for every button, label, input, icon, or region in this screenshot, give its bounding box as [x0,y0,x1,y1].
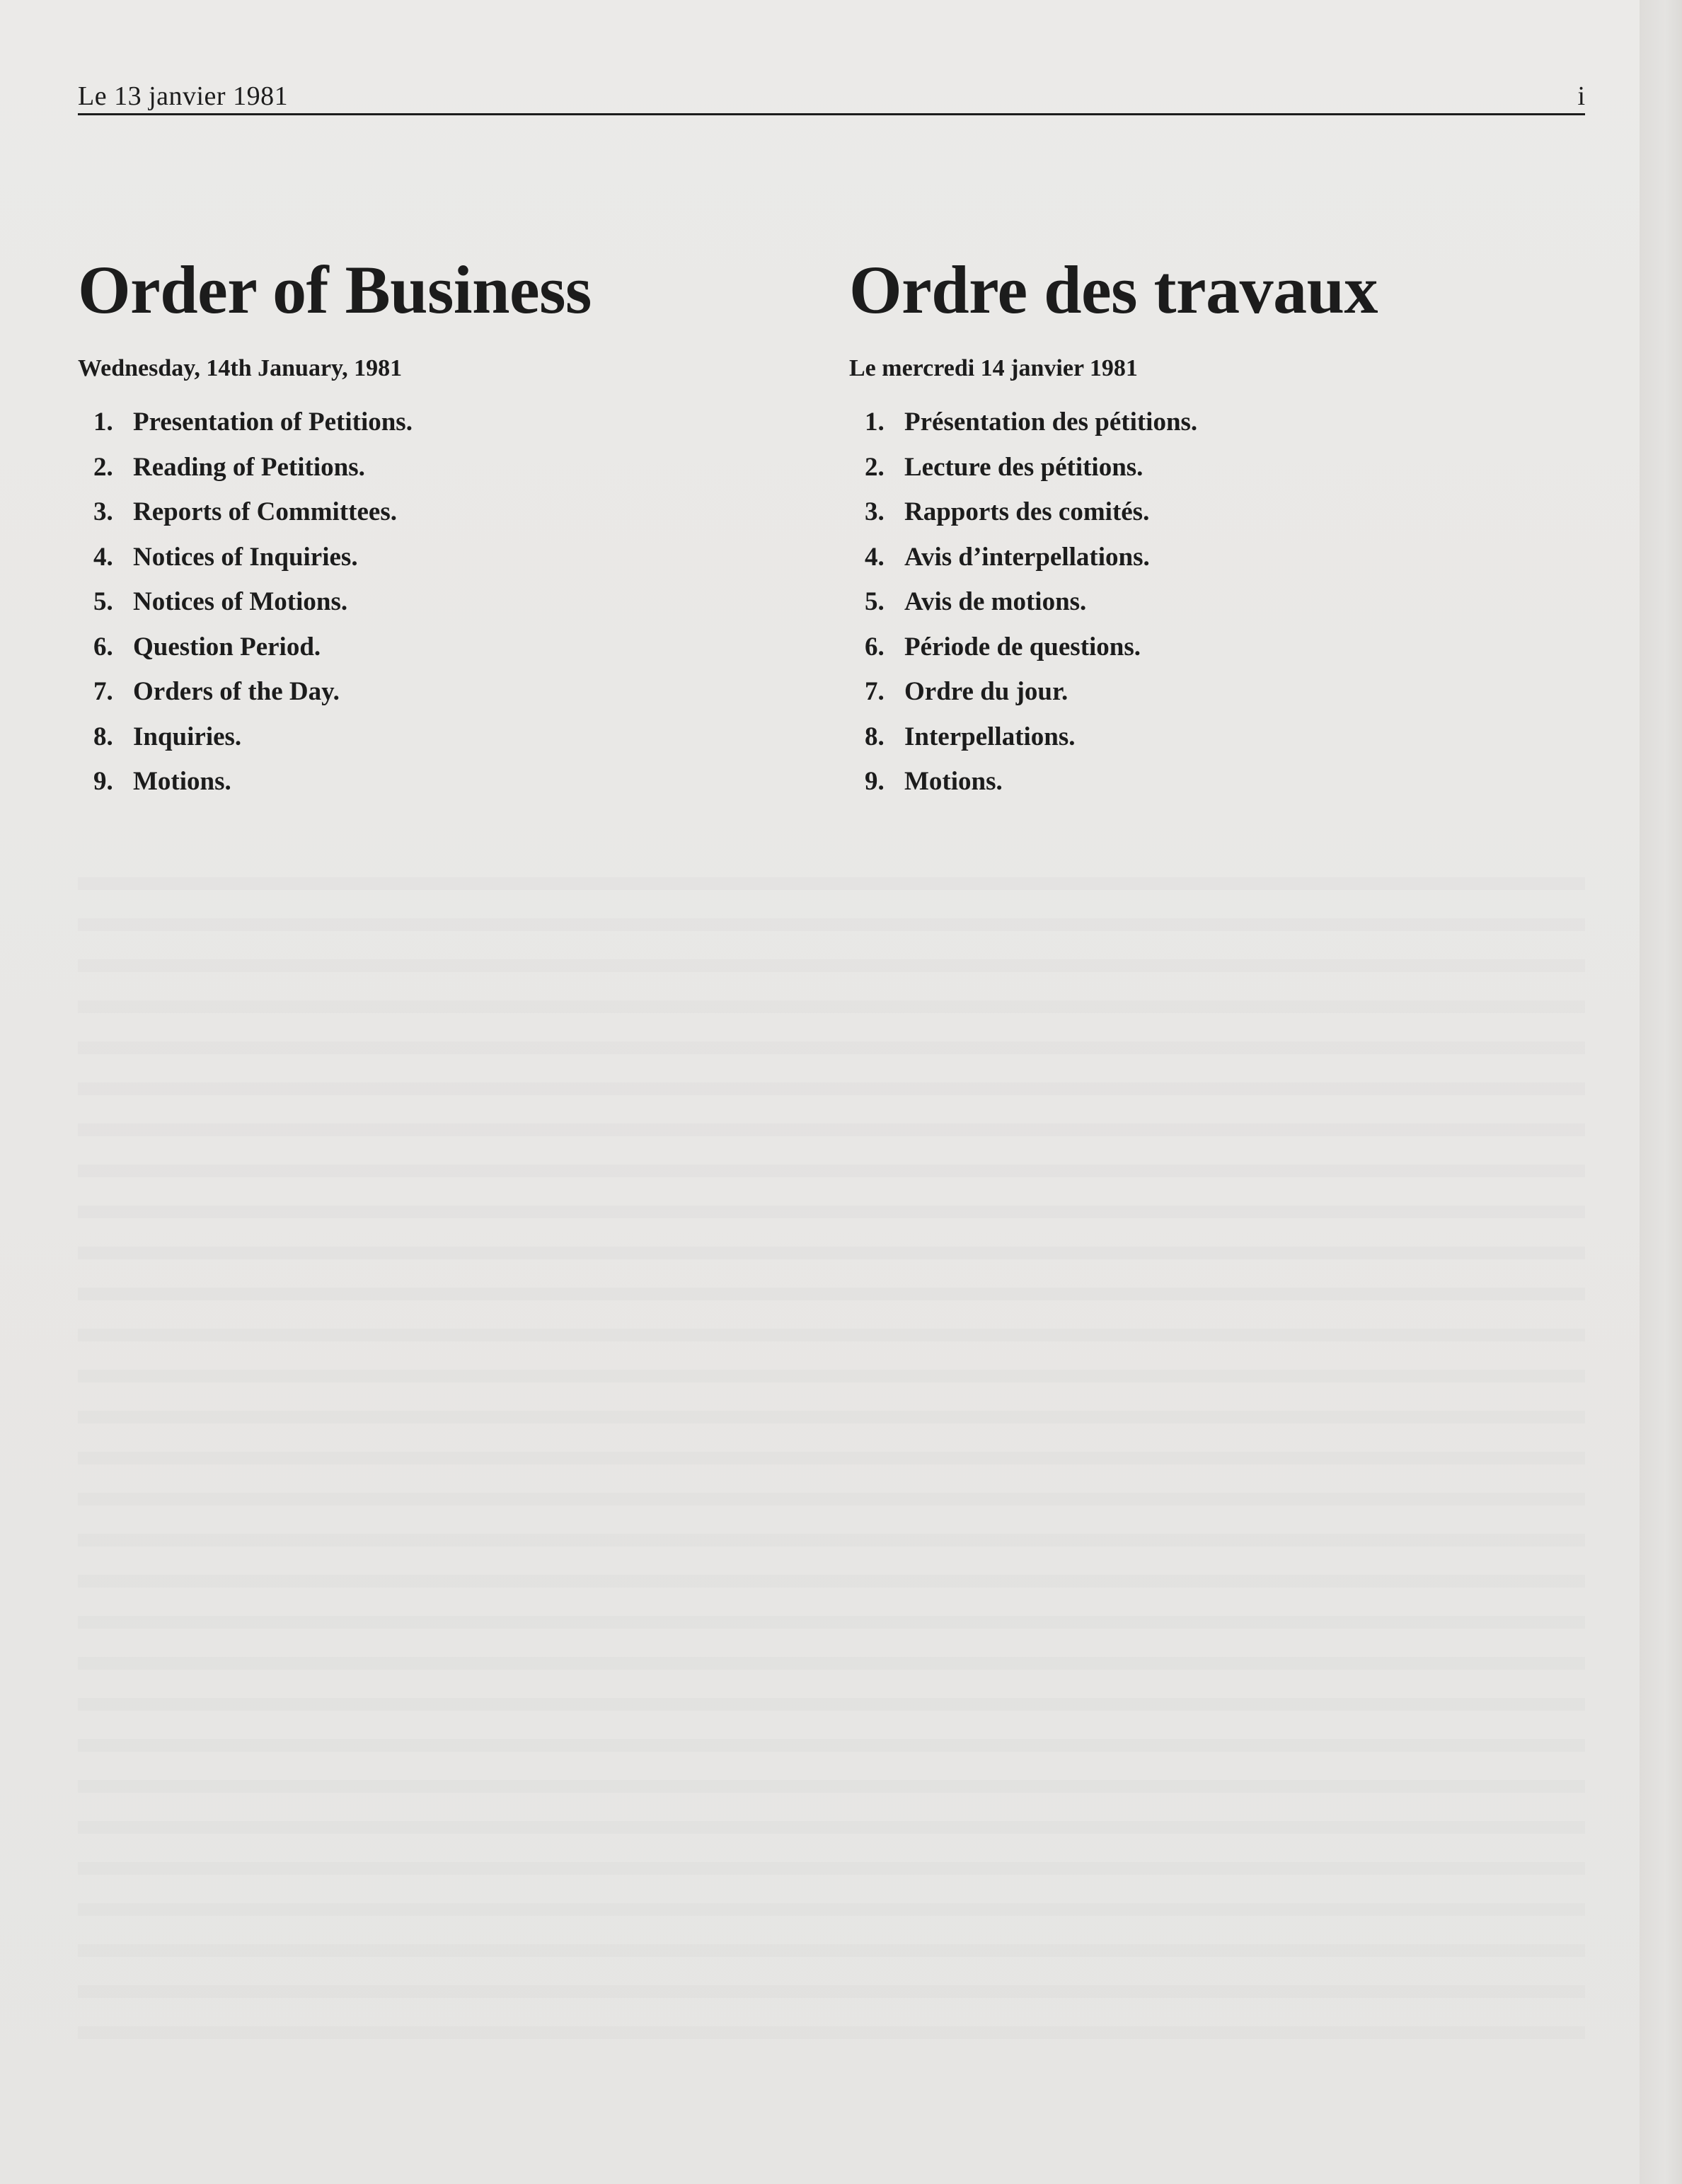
french-order-list [865,400,1585,804]
english-date: Wednesday, 14th January, 1981 [78,355,403,381]
english-column [78,251,800,804]
french-title: Ordre des travaux [849,252,1378,328]
item-label: Presentation of Petitions. [133,408,413,437]
item-label: Avis d’interpellations. [904,542,1150,572]
english-title: Order of Business [78,252,592,328]
english-order-list [93,400,800,804]
item-number: 1. [865,408,885,437]
item-number: 6. [93,632,113,661]
item-label: Reading of Petitions. [133,452,365,482]
list-item [93,715,800,760]
list-item [865,445,1585,490]
list-item [865,625,1585,670]
item-label: Période de questions. [904,632,1141,661]
item-label: Inquiries. [133,722,242,751]
item-label: Notices of Inquiries. [133,542,358,572]
item-label: Avis de motions. [904,587,1087,616]
french-date: Le mercredi 14 janvier 1981 [849,355,1138,381]
item-label: Motions. [133,767,231,796]
item-number: 4. [865,542,885,572]
bleed-through-texture [78,849,1585,2052]
list-item [93,669,800,715]
list-item [865,715,1585,760]
item-label: Notices of Motions. [133,587,348,616]
item-number: 3. [93,497,113,526]
item-number: 9. [865,767,885,796]
item-number: 9. [93,767,113,796]
list-item [93,400,800,445]
item-number: 8. [93,722,113,751]
running-head-date: Le 13 janvier 1981 [78,81,289,111]
item-label: Orders of the Day. [133,677,340,706]
list-item [865,759,1585,804]
item-number: 5. [865,587,885,616]
item-number: 6. [865,632,885,661]
list-item [93,759,800,804]
item-label: Ordre du jour. [904,677,1068,706]
item-number: 4. [93,542,113,572]
item-number: 2. [865,452,885,482]
page-spine-shadow [1640,0,1682,2184]
item-number: 3. [865,497,885,526]
list-item [865,579,1585,625]
item-number: 2. [93,452,113,482]
list-item [93,445,800,490]
list-item [865,490,1585,535]
item-label: Rapports des comités. [904,497,1150,526]
item-number: 5. [93,587,113,616]
item-label: Présentation des pétitions. [904,408,1198,437]
item-label: Lecture des pétitions. [904,452,1144,482]
list-item [93,490,800,535]
list-item [865,669,1585,715]
french-column [849,251,1585,804]
running-head [78,78,1585,115]
list-item [865,400,1585,445]
list-item [93,625,800,670]
item-number: 7. [865,677,885,706]
header-rule [78,113,1585,115]
item-number: 7. [93,677,113,706]
item-number: 8. [865,722,885,751]
list-item [865,535,1585,580]
item-label: Motions. [904,767,1003,796]
list-item [93,535,800,580]
list-item [93,579,800,625]
item-label: Question Period. [133,632,321,661]
item-label: Interpellations. [904,722,1076,751]
page-number: i [1577,81,1585,111]
item-number: 1. [93,408,113,437]
item-label: Reports of Committees. [133,497,397,526]
